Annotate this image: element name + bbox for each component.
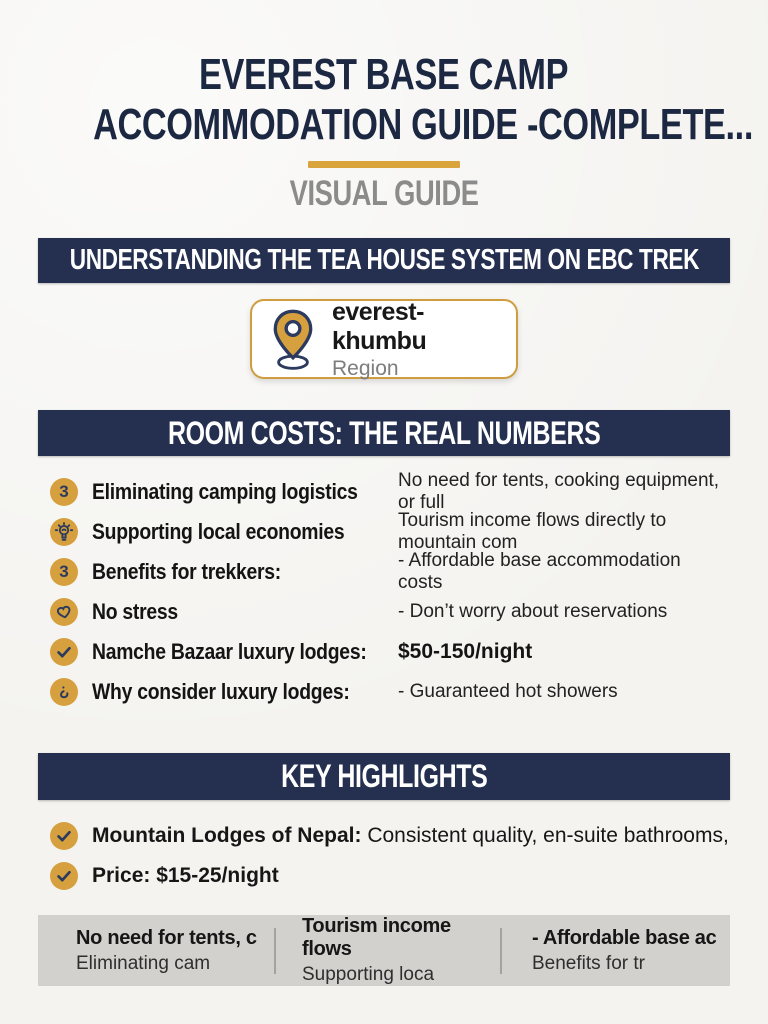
info-icon: [50, 678, 78, 706]
checkmark-icon: [50, 638, 78, 666]
list-item: [50, 472, 730, 512]
item-detail: $50-150/night: [398, 640, 533, 663]
item-detail: - Guaranteed hot showers: [398, 681, 618, 702]
title-line-2: ACCOMMODATION GUIDE -COMPLETE...: [93, 100, 753, 150]
item-detail: - Don’t worry about reservations: [398, 601, 668, 622]
item-label: Why consider luxury lodges:: [92, 679, 350, 704]
list-item: [50, 632, 730, 672]
highlight-text: Mountain Lodges of Nepal: Consistent quality, en-suite bathrooms,: [92, 824, 729, 847]
footer-column-title: - Affordable base ac: [532, 926, 717, 949]
page-subtitle: VISUAL GUIDE: [289, 174, 479, 213]
title-line-1: EVEREST BASE CAMP: [199, 50, 569, 99]
item-detail: No need for tents, cooking equipment, or full: [398, 470, 720, 513]
item-label: Namche Bazaar luxury lodges:: [92, 639, 367, 664]
map-pin-icon: [266, 308, 320, 370]
footer-column: [502, 927, 730, 975]
section-heading-room-costs: ROOM COSTS: THE REAL NUMBERS: [38, 410, 730, 456]
footer-column-subtitle: Supporting loca: [302, 964, 435, 985]
checkmark-icon: [50, 822, 78, 850]
heart-icon: [50, 598, 78, 626]
summary-footer: [38, 915, 730, 986]
item-detail: - Affordable base accommodation costs: [398, 550, 681, 593]
footer-column-title: No need for tents, c: [76, 926, 257, 949]
key-highlights-list: [50, 816, 730, 896]
list-item: [50, 512, 730, 552]
number-3-badge-icon: 3: [50, 558, 78, 586]
list-item: [50, 672, 730, 712]
room-costs-list: [50, 472, 730, 712]
footer-column-title: Tourism income flows: [302, 915, 451, 960]
list-item: [50, 816, 730, 856]
item-label: Supporting local economies: [92, 519, 345, 544]
number-3-badge-icon: 3: [50, 478, 78, 506]
checkmark-icon: [50, 862, 78, 890]
section-heading-tea-house: UNDERSTANDING THE TEA HOUSE SYSTEM ON EBC TREK: [38, 238, 730, 283]
location-name: everest-khumbu: [332, 297, 427, 355]
item-detail: Tourism income flows directly to mountain com: [398, 510, 667, 553]
item-label: Eliminating camping logistics: [92, 479, 358, 504]
location-card: [250, 299, 518, 379]
lightbulb-icon: [50, 518, 78, 546]
footer-column-subtitle: Eliminating cam: [76, 952, 211, 974]
list-item: [50, 552, 730, 592]
location-type: Region: [332, 356, 399, 380]
footer-column: [276, 915, 500, 986]
section-heading-key-highlights: KEY HIGHLIGHTS: [38, 753, 730, 800]
footer-column: [38, 927, 274, 975]
footer-column-subtitle: Benefits for tr: [532, 952, 645, 974]
item-label: No stress: [92, 599, 178, 624]
location-card-text: [332, 298, 502, 381]
gold-divider: [308, 161, 460, 168]
list-item: [50, 592, 730, 632]
list-item: [50, 856, 730, 896]
highlight-text: Price: $15-25/night: [92, 864, 279, 887]
item-label: Benefits for trekkers:: [92, 559, 281, 584]
page-title: [0, 50, 768, 150]
